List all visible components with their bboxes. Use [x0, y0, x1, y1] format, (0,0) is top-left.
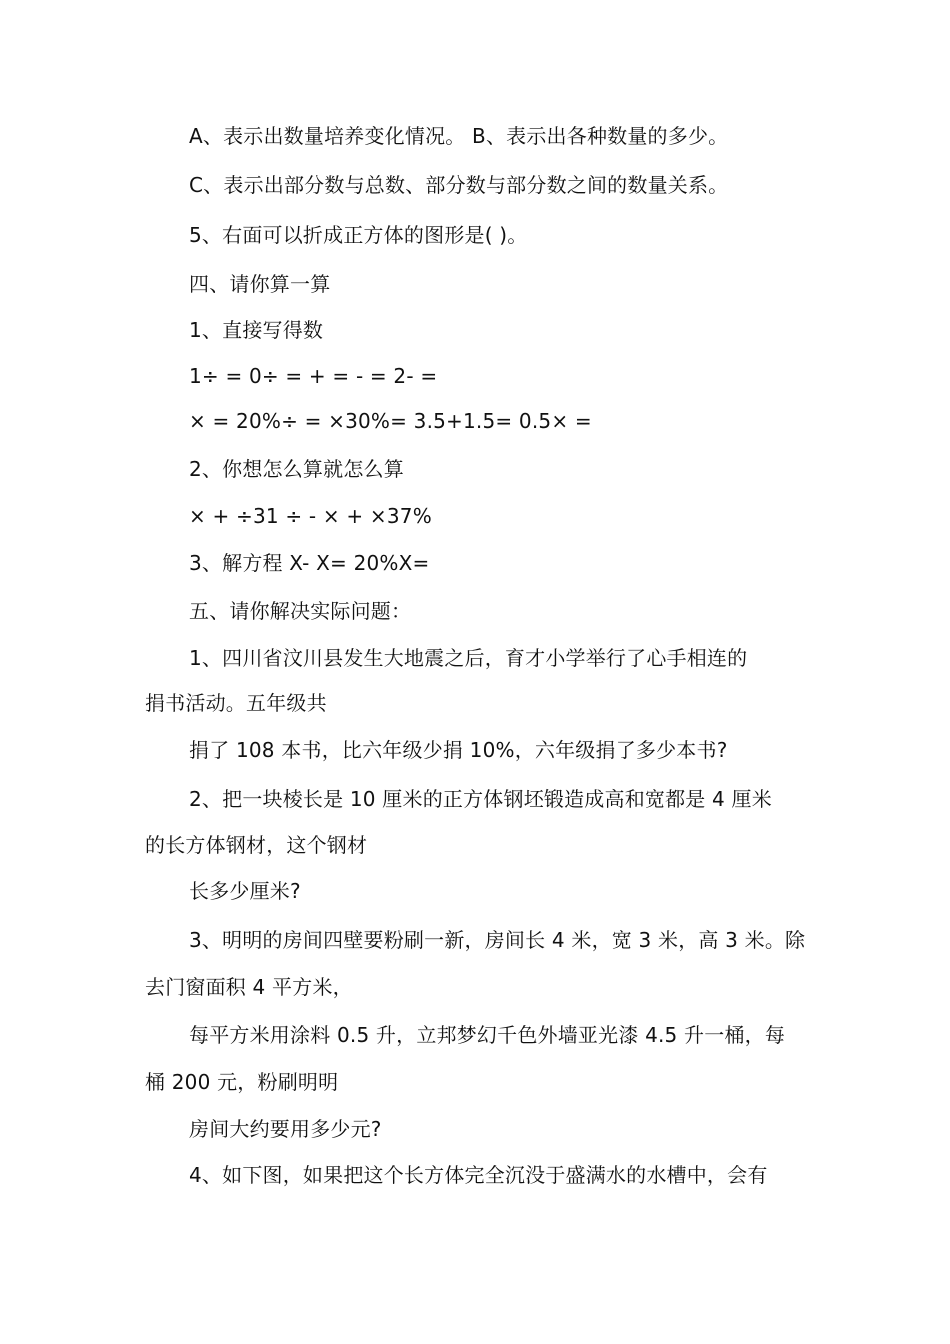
- problem-1-line-3: 捐了 108 本书，比六年级少捐 10%，六年级捐了多少本书?: [189, 738, 728, 762]
- problem-2-line-1: 2、把一块棱长是 10 厘米的正方体钢坯锻造成高和宽都是 4 厘米: [189, 787, 772, 811]
- problem-3-line-4: 桶 200 元，粉刷明明: [145, 1070, 339, 1094]
- problem-3-line-3: 每平方米用涂料 0.5 升，立邦梦幻千色外墙亚光漆 4.5 升一桶，每: [189, 1023, 786, 1047]
- problem-1-line-2: 捐书活动。五年级共: [145, 691, 327, 715]
- calc-line-2: × = 20%÷ = ×30%= 3.5+1.5= 0.5× =: [189, 409, 592, 433]
- problem-1-line-1: 1、四川省汶川县发生大地震之后，育才小学举行了心手相连的: [189, 646, 748, 670]
- problem-3-line-2: 去门窗面积 4 平方米，: [145, 975, 353, 999]
- section-5-heading: 五、请你解决实际问题：: [189, 599, 412, 623]
- equation-line: 3、解方程 X- X= 20%X=: [189, 551, 430, 575]
- problem-2-line-3: 长多少厘米?: [189, 879, 301, 903]
- subsection-1-heading: 1、直接写得数: [189, 318, 324, 342]
- calc-line-1: 1÷ = 0÷ = + = - = 2- =: [189, 364, 438, 388]
- question-5-line: 5、右面可以折成正方体的图形是( )。: [189, 223, 528, 247]
- problem-4-line-1: 4、如下图，如果把这个长方体完全沉没于盛满水的水槽中，会有: [189, 1163, 768, 1187]
- subsection-2-heading: 2、你想怎么算就怎么算: [189, 457, 404, 481]
- problem-3-line-1: 3、明明的房间四壁要粉刷一新，房间长 4 米，宽 3 米，高 3 米。除: [189, 928, 806, 952]
- problem-3-line-5: 房间大约要用多少元?: [189, 1117, 382, 1141]
- section-4-heading: 四、请你算一算: [189, 272, 331, 296]
- option-a-b-line: A、表示出数量培养变化情况。 B、表示出各种数量的多少。: [189, 124, 729, 148]
- option-c-line: C、表示出部分数与总数、部分数与部分数之间的数量关系。: [189, 173, 729, 197]
- calc-line-3: × + ÷31 ÷ - × + ×37%: [189, 504, 432, 528]
- problem-2-line-2: 的长方体钢材，这个钢材: [145, 833, 368, 857]
